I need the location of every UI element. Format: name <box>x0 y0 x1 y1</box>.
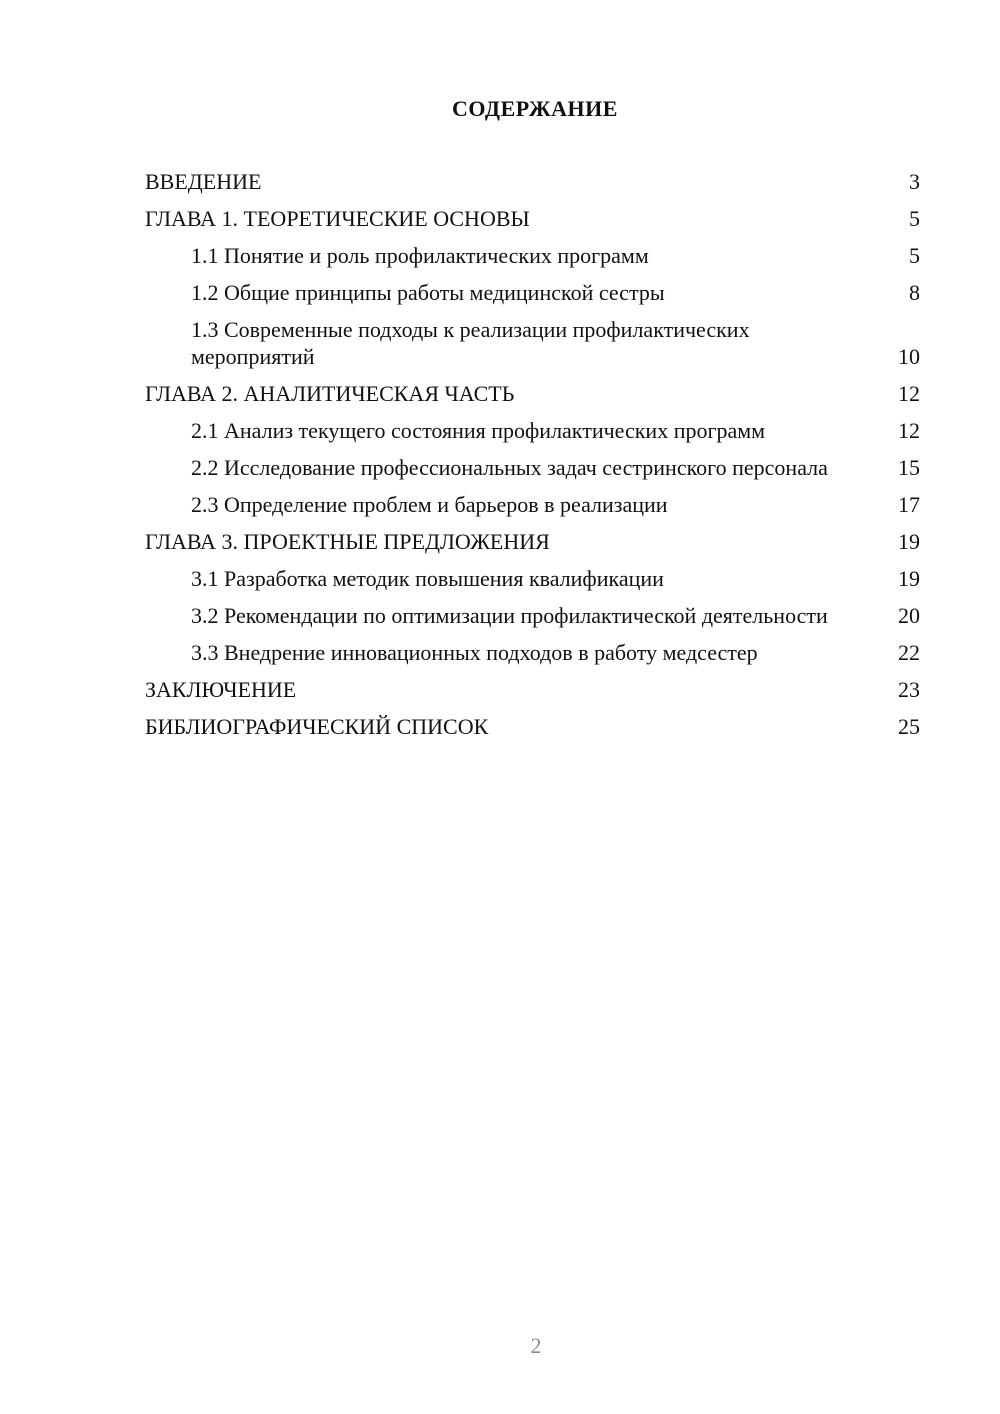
toc-entry-page: 25 <box>898 714 920 739</box>
toc-entry-text: 3.2 Рекомендации по оптимизации профилактической деятельности <box>191 603 828 628</box>
toc-entry-page: 8 <box>909 280 920 305</box>
toc-entry-section-1-1 <box>145 242 920 269</box>
toc-entry-section-2-2 <box>145 454 920 481</box>
toc-entry-text: 2.1 Анализ текущего состояния профилактических программ <box>191 418 766 443</box>
toc-entry-page: 10 <box>898 344 920 369</box>
toc-entry-text: ЗАКЛЮЧЕНИЕ <box>145 677 297 702</box>
toc-entry-text: ВВЕДЕНИЕ <box>145 169 262 194</box>
toc-entry-introduction <box>145 168 920 195</box>
toc-entry-text: 3.1 Разработка методик повышения квалификации <box>191 566 664 591</box>
toc-entry-page: 19 <box>898 529 920 554</box>
toc-entry-page: 17 <box>898 492 920 517</box>
toc-entry-text: 1.3 Современные подходы к реализации профилактических мероприятий <box>191 317 750 369</box>
toc-title: СОДЕРЖАНИЕ <box>452 96 618 121</box>
toc-entry-text: 1.1 Понятие и роль профилактических программ <box>191 243 649 268</box>
toc-entry-text: БИБЛИОГРАФИЧЕСКИЙ СПИСОК <box>145 714 489 739</box>
page-number: 2 <box>530 1333 542 1358</box>
toc-entry-page: 12 <box>898 418 920 443</box>
toc-entry-page: 12 <box>898 381 920 406</box>
toc-entry-page: 22 <box>898 640 920 665</box>
toc-entry-text: 3.3 Внедрение инновационных подходов в работу медсестер <box>191 640 758 665</box>
toc-entry-text: ГЛАВА 2. АНАЛИТИЧЕСКАЯ ЧАСТЬ <box>145 381 515 406</box>
toc-entry-bibliography <box>145 713 920 740</box>
toc-entry-text: ГЛАВА 1. ТЕОРЕТИЧЕСКИЕ ОСНОВЫ <box>145 206 530 231</box>
toc-entry-page: 20 <box>898 603 920 628</box>
toc-entry-text: ГЛАВА 3. ПРОЕКТНЫЕ ПРЕДЛОЖЕНИЯ <box>145 529 550 554</box>
toc-entry-page: 23 <box>898 677 920 702</box>
toc-entry-page: 3 <box>909 169 920 194</box>
toc-entry-section-2-1 <box>145 417 920 444</box>
toc-entry-section-1-3 <box>145 316 920 370</box>
toc-entry-section-2-3 <box>145 491 920 518</box>
toc-entry-section-3-1 <box>145 565 920 592</box>
toc-entry-section-3-2 <box>145 602 920 629</box>
toc-entry-page: 19 <box>898 566 920 591</box>
toc-entry-text: 1.2 Общие принципы работы медицинской сестры <box>191 280 665 305</box>
toc-entry-text: 2.3 Определение проблем и барьеров в реализации <box>191 492 668 517</box>
toc-entry-chapter-3 <box>145 528 920 555</box>
toc-entry-section-3-3 <box>145 639 920 666</box>
toc-entry-page: 15 <box>898 455 920 480</box>
toc-entry-chapter-2 <box>145 380 920 407</box>
toc-entry-conclusion <box>145 676 920 703</box>
toc-entry-chapter-1 <box>145 205 920 232</box>
toc-entry-text: 2.2 Исследование профессиональных задач сестринского персонала <box>191 455 828 480</box>
table-of-contents <box>145 168 920 750</box>
toc-entry-page: 5 <box>909 206 920 231</box>
toc-entry-section-1-2 <box>145 279 920 306</box>
toc-entry-page: 5 <box>909 243 920 268</box>
